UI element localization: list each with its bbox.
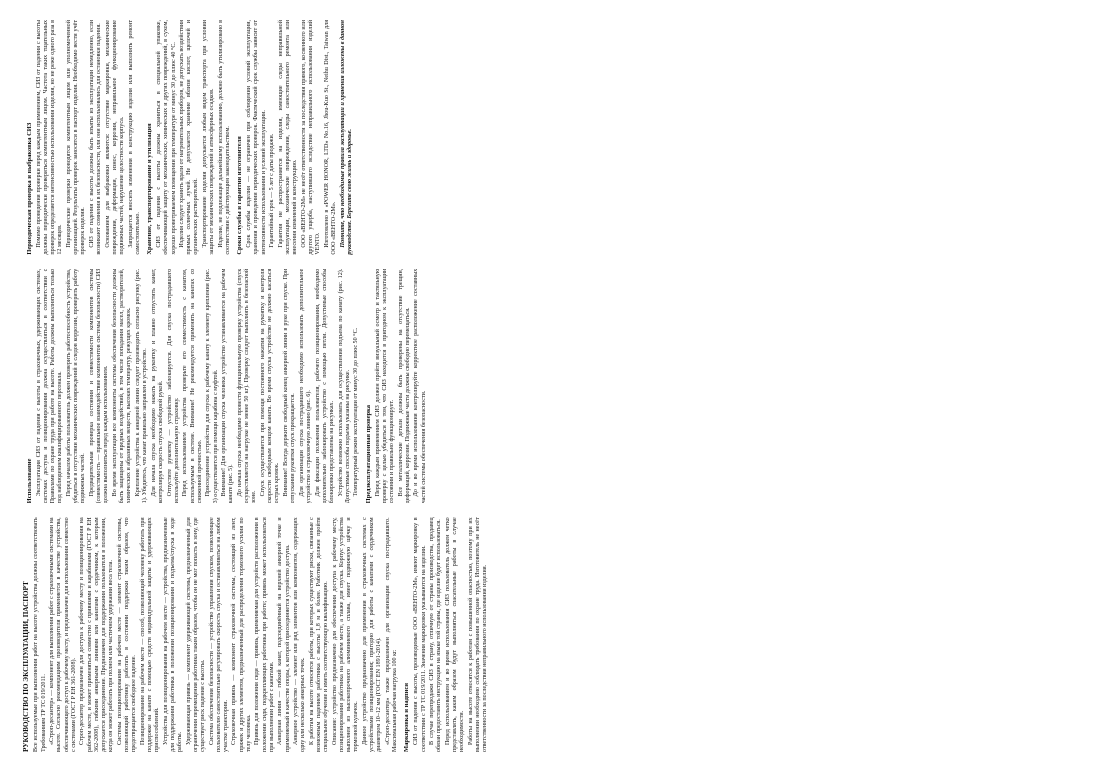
paragraph: Работы на высоте относятся к работам с повышенной опасностью, поэтому при их выполнении необходимо соблюдать требования по охране труда. Изготовитель не несёт ответственности за последствия неправильного использования изделия. (468, 517, 489, 752)
paragraph: К работам на высоте относятся работы, при которых существуют риски, связанные с возможным падением работника с высоты 1,8 м и более. Работник должен пройти специальное обучение и иметь соответствующую квалификацию. (309, 517, 330, 752)
paragraph: Перед началом работы пользователь должен проверить работоспособность устройства, убедиться в отсутствии механических повреждений и следов коррозии, проверить работу подвижных частей. (66, 268, 87, 504)
section-heading: Предэксплуатационная проверка (364, 405, 372, 504)
paragraph: Изделие, не подлежащее дальнейшему использованию, должно быть утилизировано в соответствии с действующим законодательством. (217, 20, 232, 255)
section-heading: Хранение, транспортирование и утилизация (146, 123, 154, 255)
paragraph: Для организации спуска пострадавшего необходимо использовать дополнительное устройство и страховочную линию (рис. 6). (298, 268, 312, 504)
paragraph: Изготовлено в «POWER HONOR, LTD» No.16, Jhou-Kuo St., Neihu Dist., Taiwan для ООО «ВЕНТО-2М». (323, 20, 337, 255)
paragraph: ООО «ВЕНТО-2М» не несёт ответственности за последствия прямого, косвенного или другого ущерба, наступившего вследствие неправильного использования изделий VENTO. (300, 20, 322, 255)
section-heading-usage: Использование (26, 458, 33, 504)
paragraph: Спуск осуществляется при помощи постоянного нажатия на рукоятку и контроля скорости свободным концом каната. Во время спуска устройство не должно касаться острых кромок. (260, 268, 281, 504)
paragraph: Помимо проведения проверки перед каждым применением, СИЗ от падения с высоты должны периодически проверяться компетентным лицом. Частота таких тщательных проверок определяется интенсивностью использования изделия, но не реже одного раза в 12 месяцев. (36, 20, 64, 255)
paragraph: До начала спуска необходимо провести функциональную проверку устройства (спуск осуществляется на нагрузке не менее 50 кг). Проверку следует выполнять в безопасной зоне. (237, 268, 258, 504)
paragraph: Температурный режим эксплуатации от минус 30 до плюс 50 °С. (353, 327, 360, 497)
paragraph: В случае перепродажи СИЗ в страну, отличную от страны производства, продавец обязан предоставить инструкцию на языке той страны, где изделие будет использоваться. (429, 517, 443, 752)
paragraph: Перед использованием устройства проверьте его совместимость с канатом, используемым в системе. Внимание! Не рекомендуется применять на канатах со сниженной прочностью. (182, 268, 203, 504)
paragraph: Основанием для выбраковки являются: отсутствие маркировки, механические повреждения, деформация, износ, коррозия, неправильное функционирование подвижных частей, нарушение целостности корпуса. (104, 20, 126, 255)
paragraph: Отпустите рукоятку — устройство заблокируется. Для спуска пострадавшего используйте дополнительную страховку. (166, 268, 180, 504)
column-2 (22, 269, 1094, 504)
paragraph: До и во время использования контролируйте корректное расположение составных частей системы обеспечения безопасности. (413, 268, 427, 504)
paragraph: Система обеспечения безопасности — устройство управления спуском, позволяющее пользователю самостоятельно регулировать скорость спуска и останавливаться на любом участке траектории. (208, 517, 229, 752)
paragraph: Срок службы изделия — не ограничен при соблюдении условий эксплуатации, хранения и проведении периодических проверок. Фактический срок службы зависит от интенсивности использования и условий эксплуатации. (246, 20, 267, 255)
paragraph: Во время эксплуатации все компоненты системы обеспечения безопасности должны быть защищены от вредных воздействий, в том числе попадания масел, растворителей, химических и абразивных веществ, высоких температур, режущих кромок. (112, 268, 133, 504)
paragraph: Данное устройство предназначено для применения в страховочных системах с устройствами позиционирования; пригодно для работы с канатами с сердечником диаметром 10–12 мм (ГОСТ EN 1891-2014). (362, 517, 383, 752)
paragraph: Периодические проверки проводятся компетентным лицом или уполномоченной организацией. Результаты проверок заносятся в паспорт изделия. Необходимо вести учёт проверок изделия. (66, 20, 87, 255)
paragraph: Эксплуатация СИЗ от падения с высоты в страховочных, удерживающих системах, системах доступа и позиционирования должна осуществляться в соответствии с Правилами по охране труда при работе на высоте. Работы должны выполняться только под наблюдением квалифицированного персонала. (36, 268, 64, 504)
paragraph: Страховочная привязь — компонент страховочной системы, состоящий из лент, пряжек и других элементов, предназначенный для распределения тормозного усилия по телу человека. (231, 517, 252, 752)
paragraph: Перед использованием и во время использования СИЗ пользователь должен четко представлять, каким образом будут выполняться спасательные работы в случае необходимости. (445, 517, 466, 752)
paragraph: Анкерная линия — гибкий канат, подсоединённый на верхней анкерной точке и применяемый в качестве опоры, к которой присоединяется устройство доступа. (277, 517, 291, 752)
paragraph: Гарантия не распространяется на изделия, имеющие следы неправильной эксплуатации, механические повреждения, следы самостоятельного ремонта или внесения изменений в конструкцию. (277, 20, 299, 255)
column-1 (22, 517, 1094, 752)
paragraph: Для начала спуска необходимо нажать на рукоятку и плавно отпустить канат, контролируя скорость спуска свободной рукой. (150, 268, 164, 504)
paragraph: Описание: устройство предназначено для обеспечения доступа к рабочему месту, позиционирования работника на рабочем месте, а также для спуска. Корпус устройства выполнен из высокопрочного алюминиевого сплава, имеет подвижную щёчку и тормозной кулачок. (332, 517, 360, 752)
section-heading: Сроки службы и гарантии изготовителя (236, 136, 244, 255)
section-heading: Маркировка и надписи (403, 683, 411, 752)
paragraph: Присоединение устройства для спуска к рабочему канату к элементу крепления (рис. 3) осуществляется при помощи карабина с муфтой. (205, 268, 219, 504)
paragraph: Запрещается вносить изменения в конструкцию изделия или выполнять ремонт самостоятельно. (127, 20, 142, 255)
document-title: РУКОВОДСТВО ПО ЭКСПЛУАТАЦИИ, ПАСПОРТ (22, 581, 30, 752)
paragraph: Предварительная проверка состояния и совместимости компонентов системы (совместимость — правильное взаимодействие компонентов системы безопасности) СИЗ должна выполняться перед каждым использованием. (89, 268, 110, 504)
paragraph: Транспортирование изделия допускается любым видом транспорта при условии защиты от механических повреждений и атмосферных осадков. (202, 20, 216, 255)
paragraph: Гарантийный срок — 5 лет с даты продажи. (269, 133, 276, 248)
paragraph: Все используемые при выполнении работ на высоте устройства должны соответствовать Требованиям ТР ТС 019/2011. (33, 517, 47, 752)
paragraph: СИЗ от падения с высоты должны храниться в специальной упаковке, обеспечивающей защиту от механических, химических и других повреждений, в сухом, хорошо проветриваемом помещении при температуре от минус 30 до плюс 40 °С. (156, 20, 177, 255)
column-3 (22, 20, 1094, 255)
paragraph: Системы позиционирования на рабочем месте — элемент страховочной системы, позволяющий работнику работать в состоянии поддержки таким образом, что предотвращается свободное падение. (116, 517, 137, 752)
paragraph: Крепление устройства к анкерной линии следует производить согласно рисунку (рис. 1). Убедитесь, что канат правильно заправлен в устройство. (135, 268, 149, 504)
paragraph: Анкерное устройство — элемент или ряд элементов или компонентов, содержащих одну или несколько анкерных точек. (293, 517, 307, 752)
paragraph: Помните, что необходимые правила эксплуатации и хранения изложены в данном руководстве. Берегите свою жизнь и здоровье. (339, 20, 353, 255)
paragraph: Строп-десантер предназначен для доступа к рабочему месту и позиционирования на рабочем месте, и может применяться совместно с привязями и карабинами (ГОСТ Р ЕН 362-2008), гибкими анкерными линиями или канатами с сердечником, к которым допускается присоединение. Предназначен для поддержания пользователя в положении, когда он может работать при полном или частичном удержании веса тела. (79, 517, 114, 752)
paragraph: Изделия следует хранить вдали от нагревательных приборов, не допускать воздействия прямых солнечных лучей. Не допускается хранение вблизи кислот, щелочей и органических растворителей. (179, 20, 200, 255)
paragraph: СИЗ от падения с высоты должны быть изъяты из эксплуатации немедленно, если возникают сомнения в их безопасности, или они использовались для остановки падения. (89, 20, 103, 255)
paragraph: Привязь для положения сидя — привязь, применяемая для устройств расположения в положении сидя, подкрепляющих работника при работе; привязь может использоваться при выполнении работ с канатами. (254, 517, 275, 752)
paragraph: Внимание! Для организации спуска человека устройство устанавливается на рабочем канате (рис. 5). (221, 268, 235, 504)
paragraph: Перед каждым применением СИЗ должен пройти визуальный осмотр и тактильную проверку с целью убедиться в том, что СИЗ находится в пригодном к эксплуатации состоянии и правильно функционирует. (374, 268, 395, 504)
section-heading-inspection: Периодическая проверка и выбраковка СИЗ (26, 122, 33, 255)
paragraph: «Строп-десантер» также предназначен для организации спуска пострадавшего. Максимальная рабочая нагрузка 100 кг. (385, 517, 399, 752)
paragraph: Устройства для позиционирования на рабочем месте — устройства, предназначенные для поддержания работника в положении позиционирования и подъема/спуска в ходе работы. (162, 517, 183, 752)
paragraph: Для фиксации положения пользователя, рабочего позиционирования, необходимо дополнительно заблокировать устройство с помощью петли. Допустимые способы блокировки представлены на рисунках. (314, 268, 335, 504)
paragraph: СИЗ от падения с высоты, производимые ООО «ВЕНТО-2М», имеют маркировку в соответствии с ТР ТС 019/2011. Значения маркировки указываются на изделии. (413, 517, 427, 752)
paragraph: Устройство возможно использовать для осуществления подъема по канату (рис. 12). Допустимые способы подъема указаны на рисунке. (337, 268, 351, 504)
paragraph: Позиционирование на рабочем месте — способ, позволяющий человеку работать при поддержке на канате с помощью средств индивидуальной защиты и удерживающих приспособлений. (139, 517, 160, 752)
paragraph: «Строп-десантер» — компонент для выполнения работ с страховочными системами на высоте. Согласно рекомендациям производителя применяется в качестве устройства, обеспечивающего доступ к рабочему месту, и предназначен для использования совместно с системами (ГОСТ Р ЕН 361-2008). (49, 517, 77, 752)
paragraph: Все металлические детали должны быть проверены на отсутствие трещин, деформаций, коррозии. Подвижные части должны свободно перемещаться. (397, 268, 411, 504)
paragraph: Удерживающая привязь — компонент удерживающей системы, предназначенный для ограничения перемещения работника таким образом, чтобы он не мог попасть в зону, где существует риск падения с высоты. (185, 517, 206, 752)
paragraph: Внимание! Всегда держите свободный конец анкерной линии в руке при спуске. При отпускании рукоятки спуск прекращается. (283, 268, 297, 504)
